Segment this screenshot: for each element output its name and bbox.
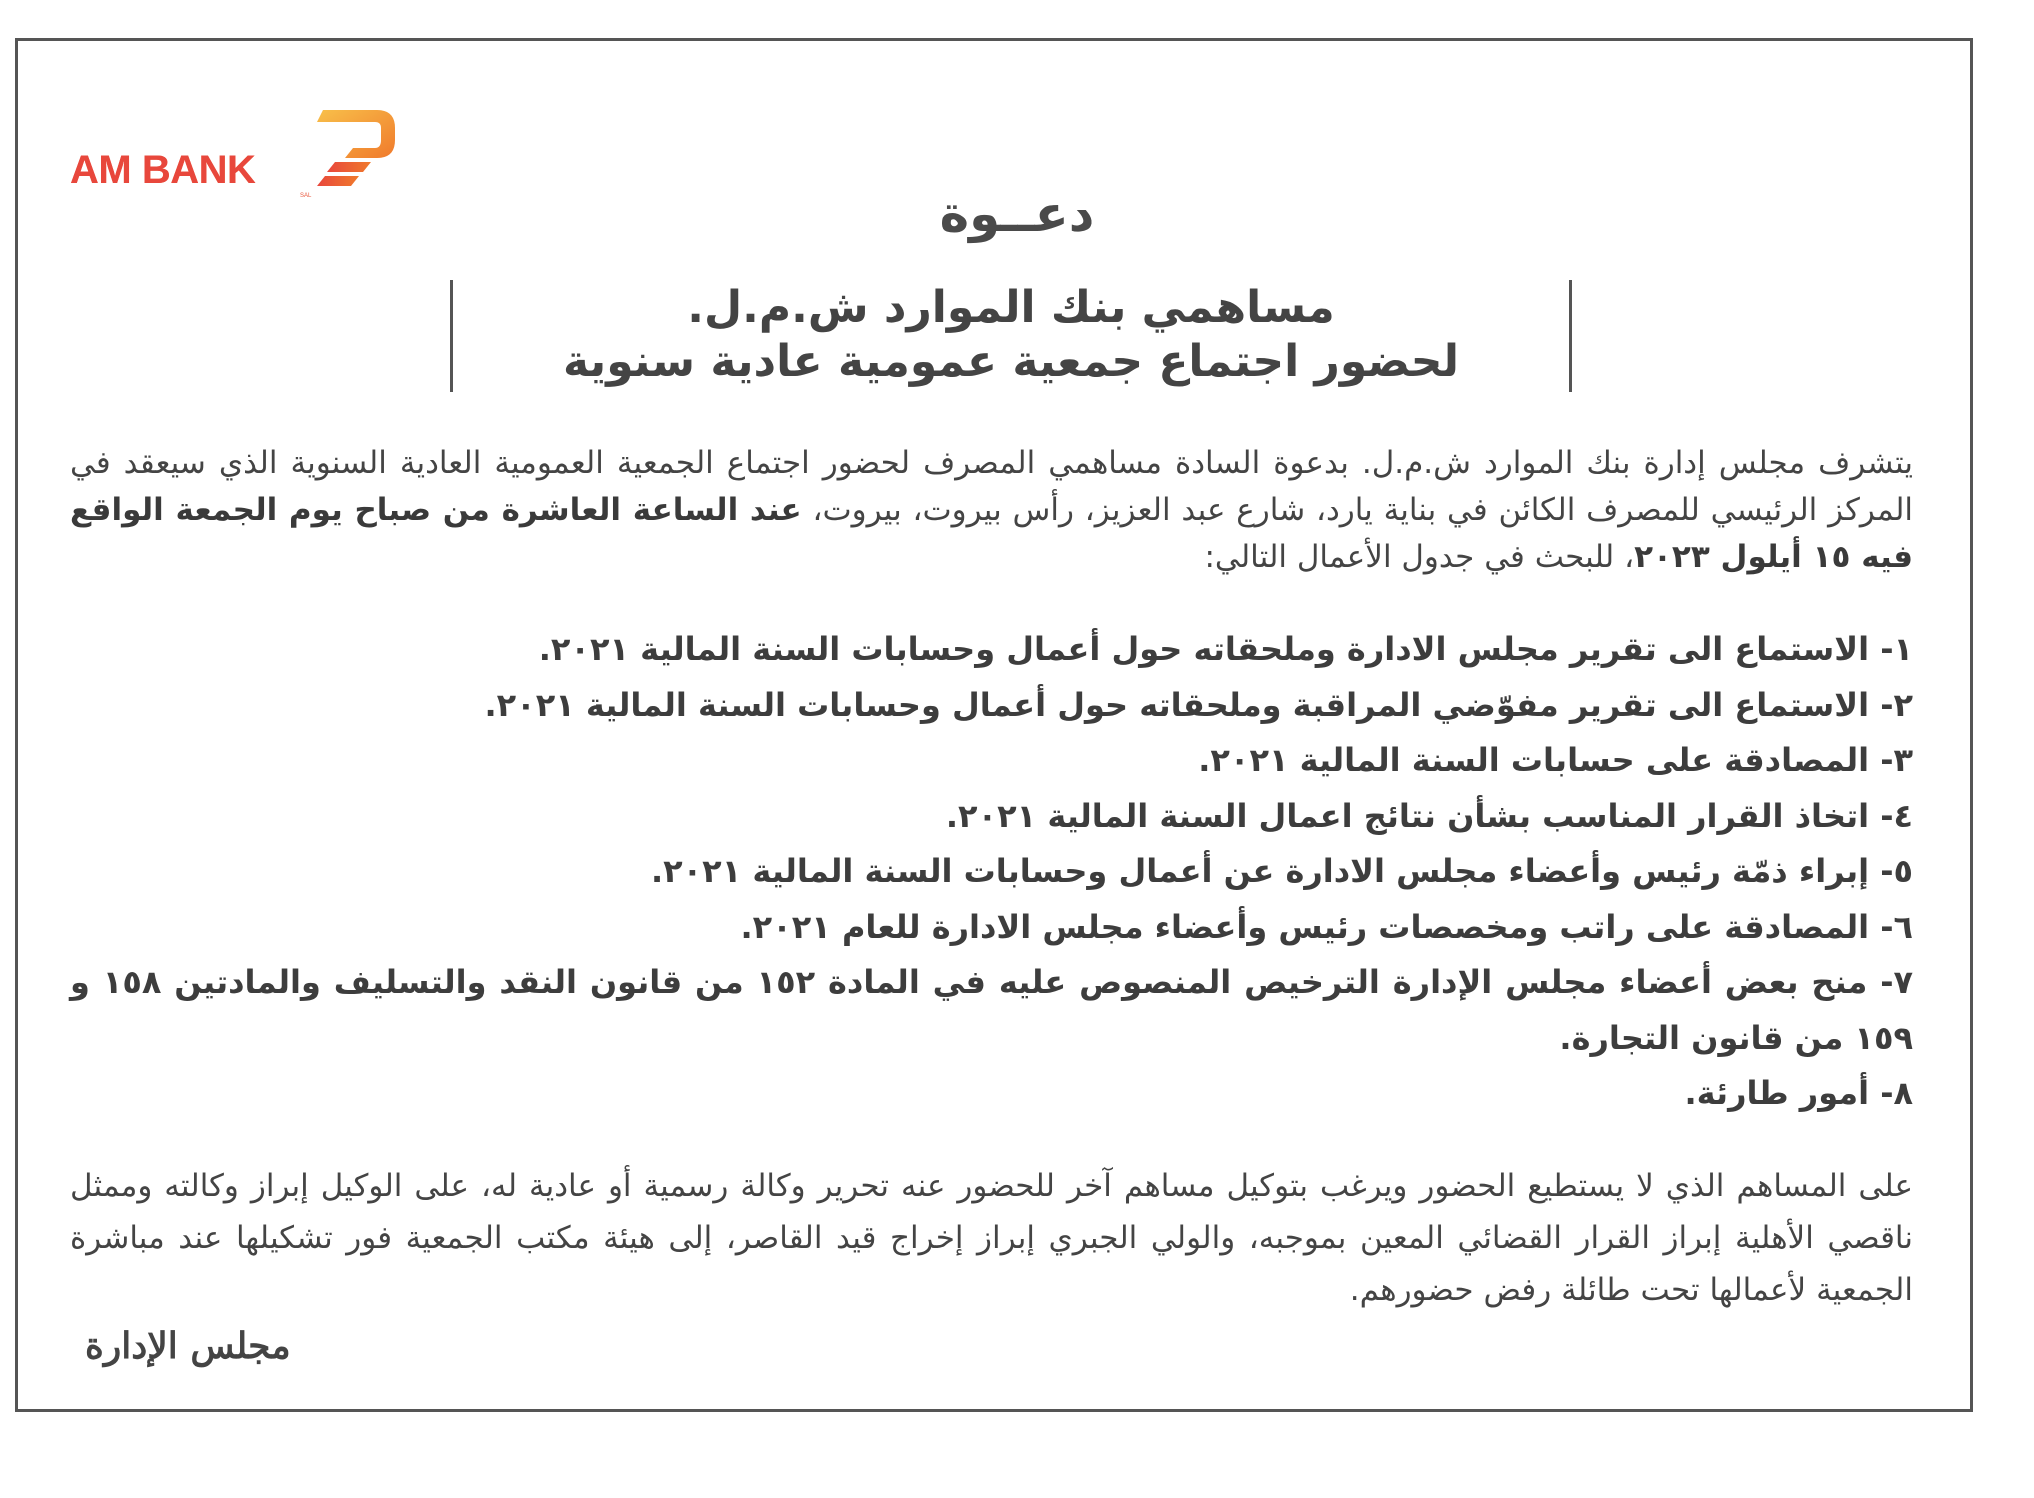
agenda-item: ٧- منح بعض أعضاء مجلس الإدارة الترخيص المنصوص عليه في المادة ١٥٢ من قانون النقد والتسليف والمادتين ١٥٨ و ١٥٩ من قانون التجارة. [70,963,1914,1057]
agenda-item: ٦- المصادقة على راتب ومخصصات رئيس وأعضاء مجلس الادارة للعام ٢٠٢١. [740,907,1913,946]
agenda-item: ٥- إبراء ذمّة رئيس وأعضاء مجلس الادارة عن أعمال وحسابات السنة المالية ٢٠٢١. [650,852,1913,890]
logo-wordmark: AM BANK [70,148,256,192]
signature: مجلس الإدارة [85,1325,291,1367]
subtitle-block [450,280,1572,392]
page-title: دعــوة [939,185,1095,243]
bank-logo [70,110,410,199]
intro-paragraph [70,440,1913,581]
agenda-item: ٢- الاستماع الى تقرير مفوّضي المراقبة وملحقاته حول أعمال وحسابات السنة المالية ٢٠٢١. [484,685,1913,724]
intro-meeting-time: عند الساعة العاشرة من صباح يوم الجمعة الواقع فيه ١٥ أيلول ٢٠٢٣ [70,492,1913,575]
agenda-item: ١- الاستماع الى تقرير مجلس الادارة وملحقاته حول أعمال وحسابات السنة المالية ٢٠٢١. [538,630,1913,668]
agenda-item: ٨- أمور طارئة. [1684,1074,1913,1112]
closing-paragraph: على المساهم الذي لا يستطيع الحضور ويرغب بتوكيل مساهم آخر للحضور عنه تحرير وكالة رسمية أو عادية له، على الوكيل إبراز وكالته وممثل ناقصي الأهلية إبراز القرار القضائي المعين بموجبه، والولي الجبري إبراز إخراج قيد القاصر، إلى هيئة مكتب الجمعية فور تشكيلها عند مباشرة الجمعية لأعمالها تحت طائلة رفض حضورهم. [70,1168,1913,1308]
intro-text-end: ، للبحث في جدول الأعمال التالي: [1204,539,1635,575]
logo-symbol-icon [315,110,395,188]
logo-suffix: SAL [300,193,312,199]
agenda-item: ٤- اتخاذ القرار المناسب بشأن نتائج اعمال السنة المالية ٢٠٢١. [945,796,1913,835]
subtitle-line-1: مساهمي بنك الموارد ش.م.ل. [687,282,1335,333]
agenda-item: ٣- المصادقة على حسابات السنة المالية ٢٠٢١. [1198,741,1913,779]
subtitle-line-2: لحضور اجتماع جمعية عمومية عادية سنوية [562,336,1460,387]
agenda-list [70,622,1913,1122]
intro-text: يتشرف مجلس إدارة بنك الموارد ش.م.ل. بدعوة السادة مساهمي المصرف لحضور اجتماع الجمعية العمومية العادية السنوية الذي سيعقد في المركز الرئيسي للمصرف الكائن في بناية يارد، شارع عبد العزيز، رأس بيروت، بيروت، [70,445,1914,528]
